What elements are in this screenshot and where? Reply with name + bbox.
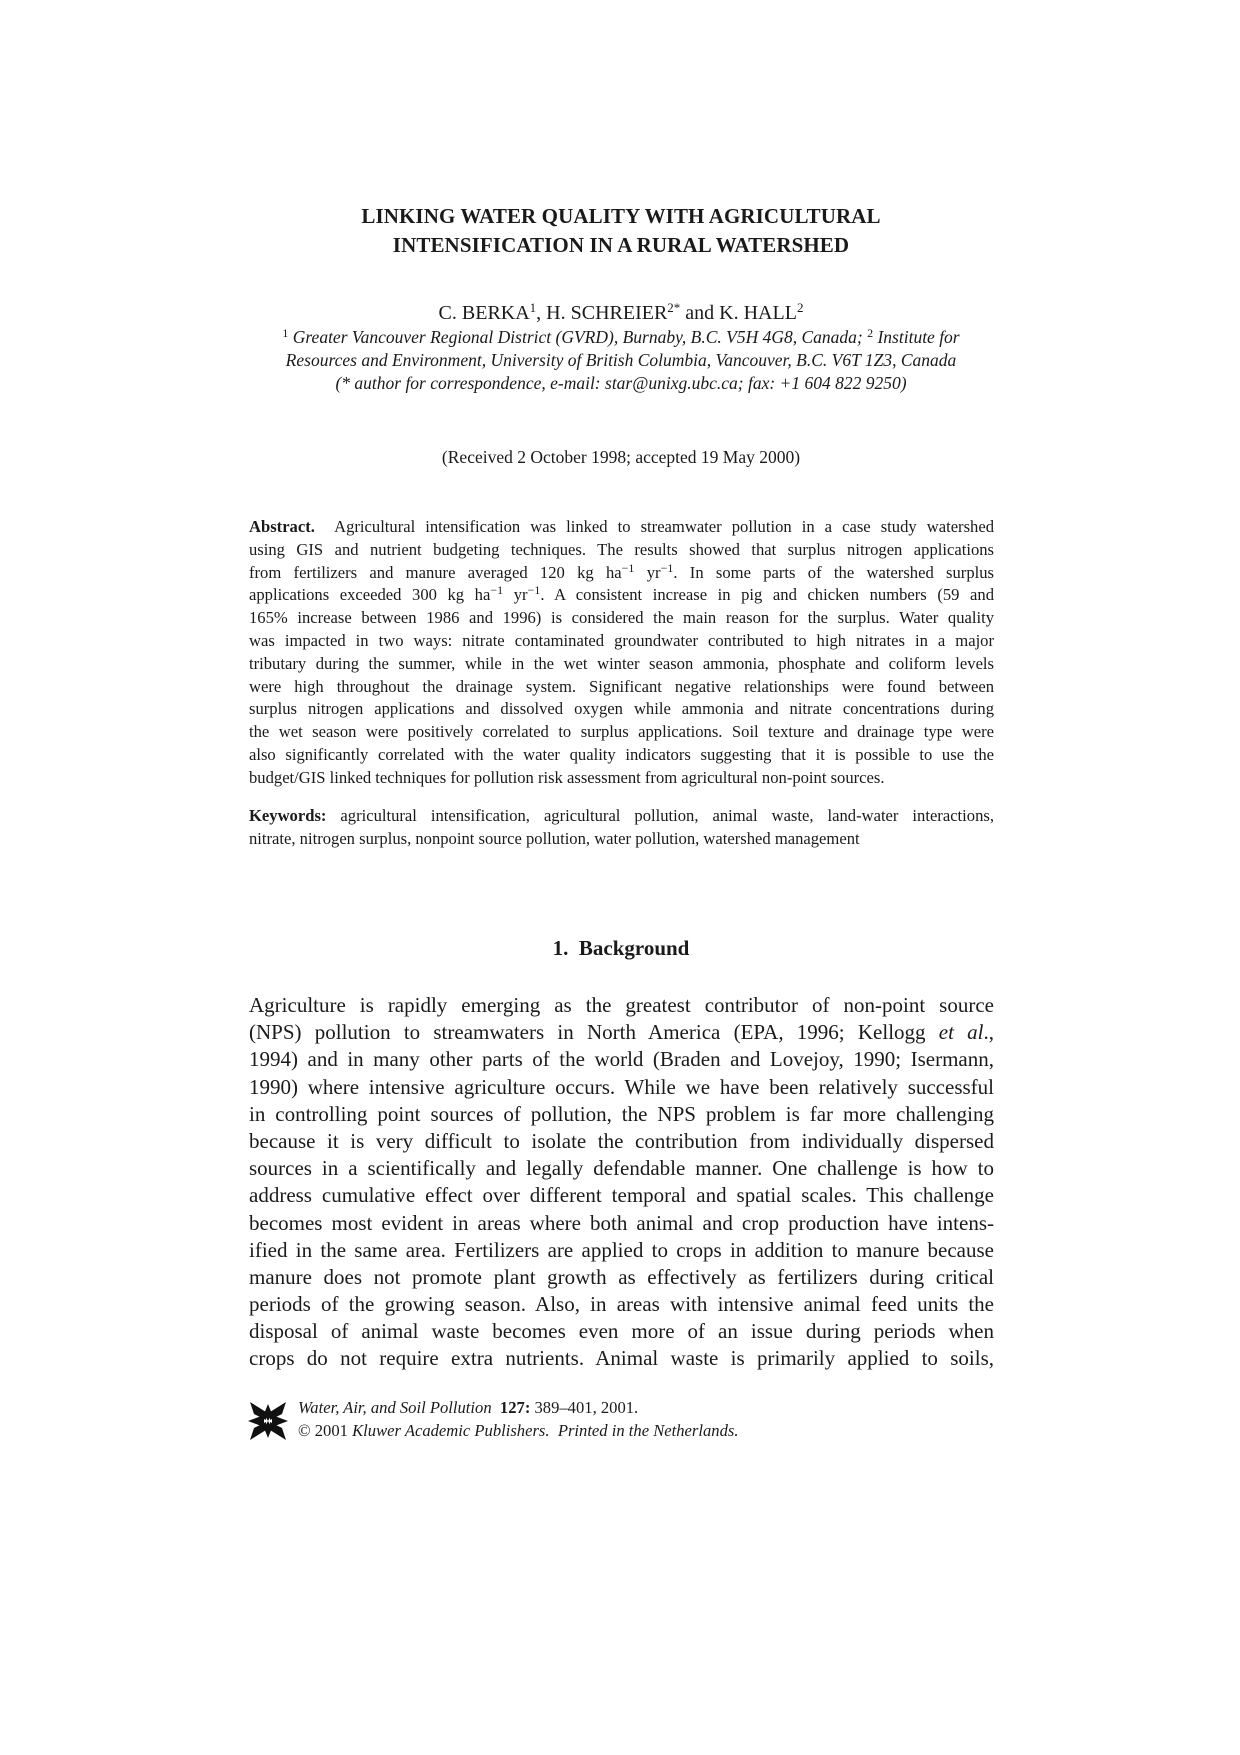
keywords-line-2: nitrate, nitrogen surplus, nonpoint source pollution, water pollution, watershed management [249,828,860,848]
footer-copyright [298,1419,739,1442]
footer-citation [298,1396,739,1419]
body-line: because it is very difficult to isolate the contribution from individually dispersed [249,1128,994,1153]
body-line: 1990) where intensive agriculture occurs. While we have been relatively successful [249,1074,994,1099]
keywords-line-1 [249,805,994,828]
received-dates: (Received 2 October 1998; accepted 19 May 2000) [441,447,801,467]
abstract [249,516,994,790]
abstract-line [249,516,994,539]
abstract-exp: −1 [490,583,504,598]
abstract-text-1: Agricultural intensification was linked to streamwater pollution in a case study watershed [334,517,994,536]
body-text-2c: ., [983,1020,995,1045]
abstract-text-3a: from fertilizers and manure averaged 120 kg ha [249,562,622,582]
body-line: becomes most evident in areas where both animal and crop production have intens- [249,1210,994,1235]
body-line: crops do not require extra nutrients. Animal waste is primarily applied to soils, [249,1346,994,1371]
author-hall: and K. HALL [680,302,797,324]
author-hall-sup: 2 [796,300,804,315]
journal-volume: 127: [499,1398,531,1417]
keywords-text-1: agricultural intensification, agricultural pollution, animal waste, land-water interactions, [340,806,994,825]
abstract-line: was impacted in two ways: nitrate contaminated groundwater contributed to high nitrates in a major [249,630,994,650]
correspondence-line: (* author for correspondence, e-mail: star@unixg.ubc.ca; fax: +1 604 822 9250) [335,373,907,393]
body-line: periods of the growing season. Also, in areas with intensive animal feed units the [249,1292,994,1317]
body-line [249,1019,994,1046]
abstract-text-4a: applications exceeded 300 kg ha [249,585,491,605]
author-berka-sup: 1 [529,300,537,315]
title-line-1: LINKING WATER QUALITY WITH AGRICULTURAL [361,204,881,228]
abstract-line [249,584,994,607]
affiliation-ire-start: Institute for [877,327,960,347]
abstract-text-4b: yr [503,585,528,605]
journal-pages: 389–401, 2001. [530,1398,639,1417]
body-paragraph [249,992,994,1373]
title-line-2: INTENSIFICATION IN A RURAL WATERSHED [392,233,850,257]
abstract-line-last: budget/GIS linked techniques for pollution risk assessment from agricultural non-point sources. [249,767,885,787]
abstract-line: tributary during the summer, while in the wet winter season ammonia, phosphate and coliform levels [249,653,994,673]
body-text-etal: et al [938,1020,984,1045]
affiliation-sup-2: 2 [867,326,874,340]
footer-text [298,1396,739,1442]
author-schreier-sup: 2* [667,300,681,315]
body-text-2a: (NPS) pollution to streamwaters in North America (EPA, 1996; Kellogg [249,1020,926,1045]
body-line: address cumulative effect over different temporal and spatial scales. This challenge [249,1183,994,1208]
abstract-text-3c: . In some parts of the watershed surplus [673,562,994,582]
abstract-line: were high throughout the drainage system. Significant negative relationships were found between [249,676,994,696]
author-list [250,300,992,326]
author-berka: C. BERKA [438,302,530,324]
section-heading-background: 1. Background [552,936,690,960]
affiliation-line-2: Resources and Environment, University of British Columbia, Vancouver, B.C. V6T 1Z3, Canada [285,350,957,370]
author-schreier: , H. SCHREIER [536,302,668,324]
abstract-line: also significantly correlated with the water quality indicators suggesting that it is possible to use the [249,744,994,764]
affiliation-gvrd: Greater Vancouver Regional District (GVRD), Burnaby, B.C. V5H 4G8, Canada; [292,327,863,347]
abstract-line: surplus nitrogen applications and dissolved oxygen while ammonia and nitrate concentrations during [249,699,994,719]
affiliations [250,326,992,395]
body-line: disposal of animal waste becomes even more of an issue during periods when [249,1319,994,1344]
publisher-name: Kluwer Academic Publishers. Printed in the Netherlands. [352,1421,739,1440]
abstract-label: Abstract. [249,517,315,536]
keywords-label: Keywords: [249,806,327,825]
copyright-year: © 2001 [298,1421,348,1440]
body-line: manure does not promote plant growth as effectively as fertilizers during critical [249,1264,994,1289]
abstract-exp: −1 [527,583,541,598]
body-line: ified in the same area. Fertilizers are applied to crops in addition to manure because [249,1237,994,1262]
abstract-text-3b: yr [634,562,661,582]
affiliation-sup-1: 1 [282,326,289,340]
abstract-line: 165% increase between 1986 and 1996) is considered the main reason for the surplus. Water quality [249,608,994,628]
abstract-line: using GIS and nutrient budgeting techniques. The results showed that surplus nitrogen applications [249,539,994,559]
body-line: Agriculture is rapidly emerging as the greatest contributor of non-point source [249,993,994,1017]
journal-name: Water, Air, and Soil Pollution [298,1398,492,1417]
abstract-exp: −1 [660,560,674,575]
journal-footer [248,1396,808,1446]
abstract-text-4c: . A consistent increase in pig and chicken numbers (59 and [540,585,994,605]
abstract-line [249,562,994,585]
body-line: sources in a scientifically and legally defendable manner. One challenge is how to [249,1156,994,1181]
abstract-line: the wet season were positively correlated to surplus applications. Soil texture and drainage type were [249,722,994,742]
affiliation-line-1 [250,326,992,349]
body-line: in controlling point sources of pollution, the NPS problem is far more challenging [249,1101,994,1126]
abstract-exp: −1 [621,560,635,575]
kluwer-logo-icon [248,1400,288,1442]
keywords [249,805,994,851]
body-line: 1994) and in many other parts of the world (Braden and Lovejoy, 1990; Isermann, [249,1047,994,1072]
paper-title [250,202,992,260]
